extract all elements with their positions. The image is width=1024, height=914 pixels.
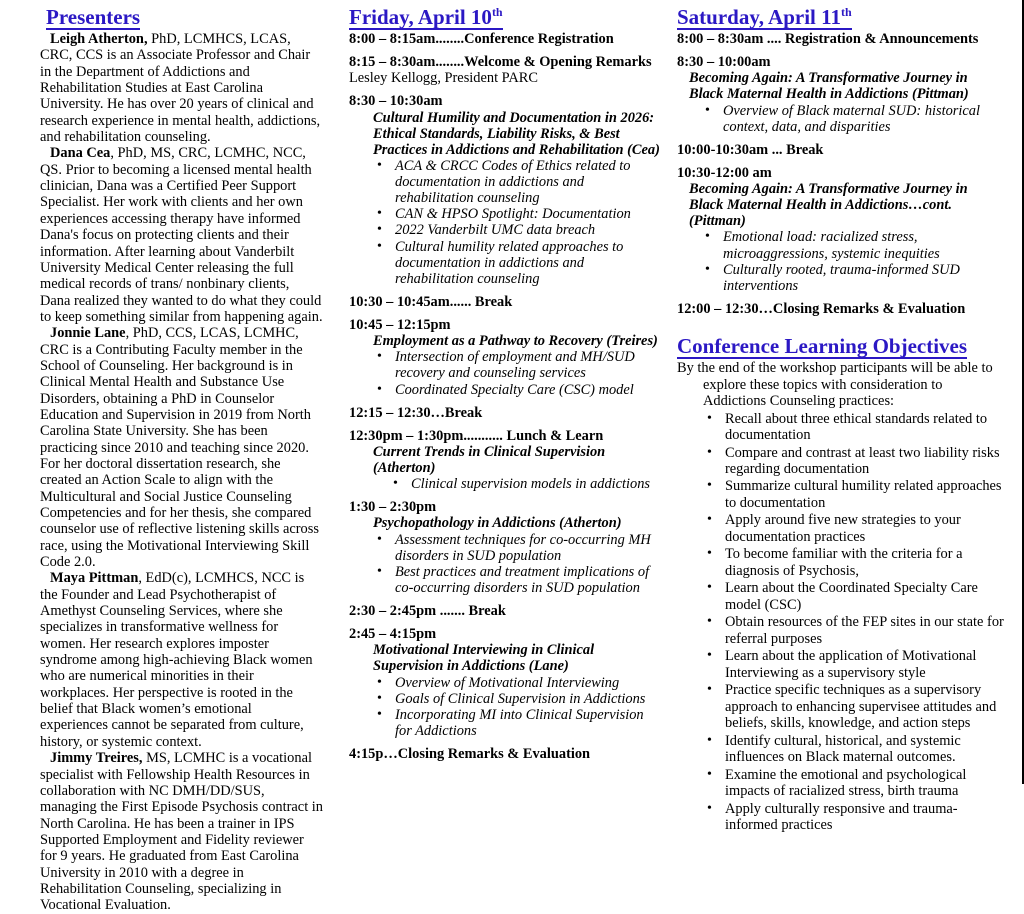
presenter-bio-text: MS, LCMHC is a vocational specialist with Fellowship Health Resources in collaboration with NC DMH/DD/SUS, managing the First Episode Psychosis contract in North Carolina. He has been a trainer in IPS Supported Employment and Fidelity reviewer for 9 years. He graduated from East Carolina University in 2010 with a degree in Rehabilitation Counseling, specializing in Vocational Evaluation. (40, 750, 323, 914)
presenter-name: Jimmy Treires, (50, 750, 143, 767)
objective-item (707, 682, 1004, 732)
schedule-bullet-item (377, 674, 663, 691)
presenter-bio (40, 570, 323, 750)
bullet-icon: • (377, 349, 382, 365)
schedule-time: 8:00 – 8:30am .... Registration & Announcements (677, 31, 979, 48)
objective-item (707, 648, 1004, 681)
bullet-icon: • (707, 546, 712, 562)
objective-item (707, 614, 1004, 647)
saturday-heading-ordinal: th (840, 5, 852, 19)
presenter-bio (40, 31, 323, 145)
presenter-bio-list (40, 31, 323, 914)
schedule-time: 1:30 – 2:30pm (349, 499, 437, 516)
objective-text: Learn about the Coordinated Specialty Care model (CSC) (725, 580, 978, 613)
schedule-bullet-item (377, 157, 663, 207)
schedule-block (349, 499, 663, 596)
bullet-icon: • (707, 766, 712, 782)
schedule-bullet-item (705, 102, 1004, 135)
presenter-bio-text: PhD, LCMHCS, LCAS, CRC, CCS is an Associate Professor and Chair in the Department of Addictions and Rehabilitation Studies at East Carolina University. He has over 20 years of clinical and research experience in mental health, addictions, and rehabilitation counseling. (40, 31, 321, 146)
schedule-bullet-text: Assessment techniques for co-occurring MH disorders in SUD population (395, 531, 651, 564)
bullet-icon: • (705, 261, 710, 277)
schedule-time: 8:15 – 8:30am........Welcome & Opening Remarks (349, 54, 652, 71)
friday-schedule-column (345, 0, 675, 769)
schedule-bullet-list (349, 675, 663, 740)
schedule-session-title: Becoming Again: A Transformative Journey in Black Maternal Health in Addictions (Pittman) (689, 70, 969, 103)
schedule-bullet-item (377, 222, 663, 239)
bullet-icon: • (377, 531, 382, 547)
objectives-section (677, 335, 1004, 834)
bullet-icon: • (377, 206, 382, 222)
schedule-time: 12:15 – 12:30…Break (349, 404, 483, 421)
schedule-time: 10:30-12:00 am (677, 164, 772, 181)
objective-text: Summarize cultural humility related approaches to documentation (725, 478, 1002, 511)
presenter-bio (40, 145, 323, 325)
bullet-icon: • (377, 690, 382, 706)
bullet-icon: • (707, 648, 712, 664)
schedule-bullet-text: Incorporating MI into Clinical Supervision for Addictions (395, 706, 644, 739)
schedule-block (349, 317, 663, 398)
schedule-bullet-item (377, 349, 663, 382)
schedule-session-title: Motivational Interviewing in Clinical Supervision in Addictions (Lane) (373, 642, 595, 675)
bullet-icon: • (707, 732, 712, 748)
objective-text: Examine the emotional and psychological impacts of racialized stress, birth trauma (725, 766, 967, 800)
schedule-session-title: Employment as a Pathway to Recovery (Treires) (373, 333, 658, 350)
schedule-bullet-text: Emotional load: racialized stress, microaggressions, systemic inequities (723, 229, 940, 262)
schedule-bullet-text: Intersection of employment and MH/SUD recovery and counseling services (395, 349, 635, 382)
schedule-bullet-item (377, 381, 663, 398)
bullet-icon: • (377, 706, 382, 722)
schedule-block (677, 31, 1004, 47)
objective-text: Learn about the application of Motivational Interviewing as a supervisory style (725, 648, 977, 681)
schedule-block (349, 294, 663, 310)
objectives-intro: By the end of the workshop participants will be able to explore these topics with consideration to Addictions Counseling practices: (677, 360, 993, 410)
objective-item (707, 580, 1004, 613)
schedule-time: 8:30 – 10:30am (349, 93, 443, 110)
schedule-speaker: Lesley Kellogg, President PARC (349, 70, 538, 87)
schedule-bullet-item (393, 476, 663, 493)
schedule-session-title: Psychopathology in Addictions (Atherton) (373, 515, 622, 532)
schedule-bullet-item (377, 531, 663, 564)
saturday-block-list (677, 31, 1004, 317)
objectives-list (677, 411, 1004, 834)
objective-text: To become familiar with the criteria for a diagnosis of Psychosis, (725, 546, 963, 579)
presenters-heading: Presenters (46, 5, 141, 29)
bullet-icon: • (377, 674, 382, 690)
schedule-bullet-list (349, 158, 663, 287)
schedule-time: 4:15p…Closing Remarks & Evaluation (349, 746, 591, 763)
schedule-time: 12:30pm – 1:30pm........... Lunch & Learn (349, 427, 604, 444)
schedule-time: 2:45 – 4:15pm (349, 626, 437, 643)
friday-heading-text: Friday, April 10 (349, 5, 492, 29)
schedule-session-title: Cultural Humility and Documentation in 2026: Ethical Standards, Liability Risks, & Best Practices in Addictions and Rehabilitation (Cea) (373, 109, 660, 158)
presenter-name: Leigh Atherton, (50, 31, 148, 48)
schedule-session-title: Current Trends in Clinical Supervision (Atherton) (373, 443, 606, 477)
saturday-heading (677, 6, 852, 30)
objective-text: Recall about three ethical standards related to documentation (725, 410, 988, 444)
bullet-icon: • (707, 512, 712, 528)
schedule-time: 8:00 – 8:15am........Conference Registration (349, 31, 614, 48)
objective-item (707, 546, 1004, 579)
schedule-bullet-item (705, 229, 1004, 262)
schedule-block (349, 626, 663, 739)
schedule-bullet-text: Coordinated Specialty Care (CSC) model (395, 381, 634, 398)
presenter-bio-text: , PhD, CCS, LCAS, LCMHC, CRC is a Contributing Faculty member in the School of Counseling. Her background is in Clinical Mental Health and Substance Use Disorders, obtaining a PhD in Counselor Education and Supervision in 2019 from North Carolina State University. She has been practicing since 2010 and teaching since 2020. For her doctoral dissertation research, she created an Action Scale to align with the Multicultural and Social Justice Counseling Competencies and for her thesis, she compared counselor use of reflective listening skills across race, using the Motivational Interviewing Skill Code 2.0. (40, 325, 319, 571)
bullet-icon: • (377, 238, 382, 254)
schedule-block (349, 93, 663, 287)
schedule-time: 2:30 – 2:45pm ....... Break (349, 603, 506, 620)
schedule-bullet-list (349, 476, 663, 492)
schedule-bullet-text: 2022 Vanderbilt UMC data breach (395, 222, 596, 239)
objective-text: Apply culturally responsive and trauma-informed practices (725, 800, 958, 834)
schedule-bullet-item (377, 563, 663, 596)
bullet-icon: • (705, 229, 710, 245)
schedule-time: 10:45 – 12:15pm (349, 317, 451, 334)
schedule-bullet-text: Overview of Motivational Interviewing (395, 674, 620, 691)
saturday-heading-text: Saturday, April 11 (677, 5, 841, 29)
schedule-bullet-text: Culturally rooted, trauma-informed SUD interventions (723, 261, 960, 294)
presenter-bio (40, 325, 323, 570)
objective-item (707, 766, 1004, 800)
schedule-bullet-item (377, 690, 663, 707)
schedule-block (349, 746, 663, 762)
schedule-bullet-text: Best practices and treatment implications of co-occurring disorders in SUD population (395, 563, 650, 596)
schedule-bullet-list (677, 103, 1004, 135)
bullet-icon: • (707, 478, 712, 494)
presenter-bio-text: , EdD(c), LCMHCS, NCC is the Founder and Lead Psychotherapist of Amethyst Counseling Services, where she specializes in transformative wellness for women. Her research explores imposter syndrome among high-achieving Black women who are numerical minorities in their workplaces. Her perspective is rooted in the belief that Black women’s emotional experiences cannot be separated from culture, history, or systemic context. (40, 570, 313, 750)
schedule-block (349, 428, 663, 493)
schedule-block (677, 142, 1004, 158)
schedule-bullet-list (677, 229, 1004, 294)
schedule-block (677, 301, 1004, 317)
objective-item (707, 410, 1004, 444)
schedule-bullet-item (377, 706, 663, 739)
saturday-schedule-column (675, 0, 1018, 835)
schedule-bullet-text: Cultural humility related approaches to documentation in addictions and rehabilitation counseling (395, 238, 624, 287)
bullet-icon: • (705, 102, 710, 118)
schedule-time: 8:30 – 10:00am (677, 54, 771, 71)
bullet-icon: • (707, 410, 712, 426)
presenters-column (0, 0, 345, 914)
presenter-name: Jonnie Lane (50, 325, 126, 342)
schedule-bullet-text: Clinical supervision models in addictions (411, 476, 651, 493)
objective-item (707, 800, 1004, 834)
bullet-icon: • (377, 157, 382, 173)
presenter-bio-text: , PhD, MS, CRC, LCMHC, NCC, QS. Prior to becoming a licensed mental health clinician, Dana was a Certified Peer Support Specialist. Her work with clients and her own experiences accessing therapy have informed Dana's focus on protecting clients and their information. After learning about Vanderbilt University Medical Center releasing the full medical records of trans/ nonbinary clients, Dana realized they wanted to do what they could to keep something similar from happening again. (40, 145, 323, 325)
objective-text: Practice specific techniques as a supervisory approach to enhancing supervisee attitudes and beliefs, skills, knowledge, and action steps (725, 682, 997, 732)
friday-heading-ordinal: th (491, 5, 503, 19)
bullet-icon: • (377, 563, 382, 579)
bullet-icon: • (707, 682, 712, 698)
presenter-name: Maya Pittman (50, 570, 139, 587)
schedule-time: 10:30 – 10:45am...... Break (349, 293, 513, 310)
presenter-name: Dana Cea (50, 145, 111, 162)
objective-item (707, 732, 1004, 766)
schedule-bullet-item (377, 206, 663, 223)
schedule-bullet-item (705, 261, 1004, 294)
schedule-bullet-text: CAN & HPSO Spotlight: Documentation (395, 206, 631, 223)
objective-item (707, 444, 1004, 478)
objective-text: Obtain resources of the FEP sites in our state for referral purposes (725, 614, 1004, 647)
schedule-bullet-text: Goals of Clinical Supervision in Addictions (395, 690, 646, 707)
schedule-bullet-item (377, 238, 663, 287)
schedule-bullet-list (349, 349, 663, 397)
objective-text: Identify cultural, historical, and systemic influences on Black maternal outcomes. (725, 732, 961, 766)
schedule-session-title: Becoming Again: A Transformative Journey in Black Maternal Health in Addictions…cont. (Pittman) (689, 181, 968, 230)
schedule-time: 12:00 – 12:30…Closing Remarks & Evaluation (677, 300, 966, 317)
bullet-icon: • (707, 800, 712, 816)
schedule-block (349, 31, 663, 47)
objective-item (707, 478, 1004, 511)
bullet-icon: • (707, 580, 712, 596)
schedule-bullet-text: ACA & CRCC Codes of Ethics related to documentation in addictions and rehabilitation counseling (395, 157, 631, 207)
schedule-block (677, 54, 1004, 135)
objective-text: Apply around five new strategies to your documentation practices (725, 512, 961, 545)
presenter-bio (40, 750, 323, 913)
bullet-icon: • (377, 222, 382, 238)
schedule-block (349, 405, 663, 421)
schedule-block (349, 54, 663, 86)
bullet-icon: • (393, 476, 398, 492)
schedule-bullet-list (349, 532, 663, 597)
objective-item (707, 512, 1004, 545)
schedule-time: 10:00-10:30am ... Break (677, 141, 824, 158)
schedule-block (349, 603, 663, 619)
bullet-icon: • (377, 381, 382, 397)
bullet-icon: • (707, 444, 712, 460)
friday-block-list (349, 31, 663, 762)
bullet-icon: • (707, 614, 712, 630)
objective-text: Compare and contrast at least two liability risks regarding documentation (725, 444, 1000, 477)
friday-heading (349, 6, 503, 30)
schedule-block (677, 165, 1004, 294)
objectives-heading: Conference Learning Objectives (677, 334, 968, 359)
schedule-bullet-text: Overview of Black maternal SUD: historical context, data, and disparities (723, 102, 980, 135)
